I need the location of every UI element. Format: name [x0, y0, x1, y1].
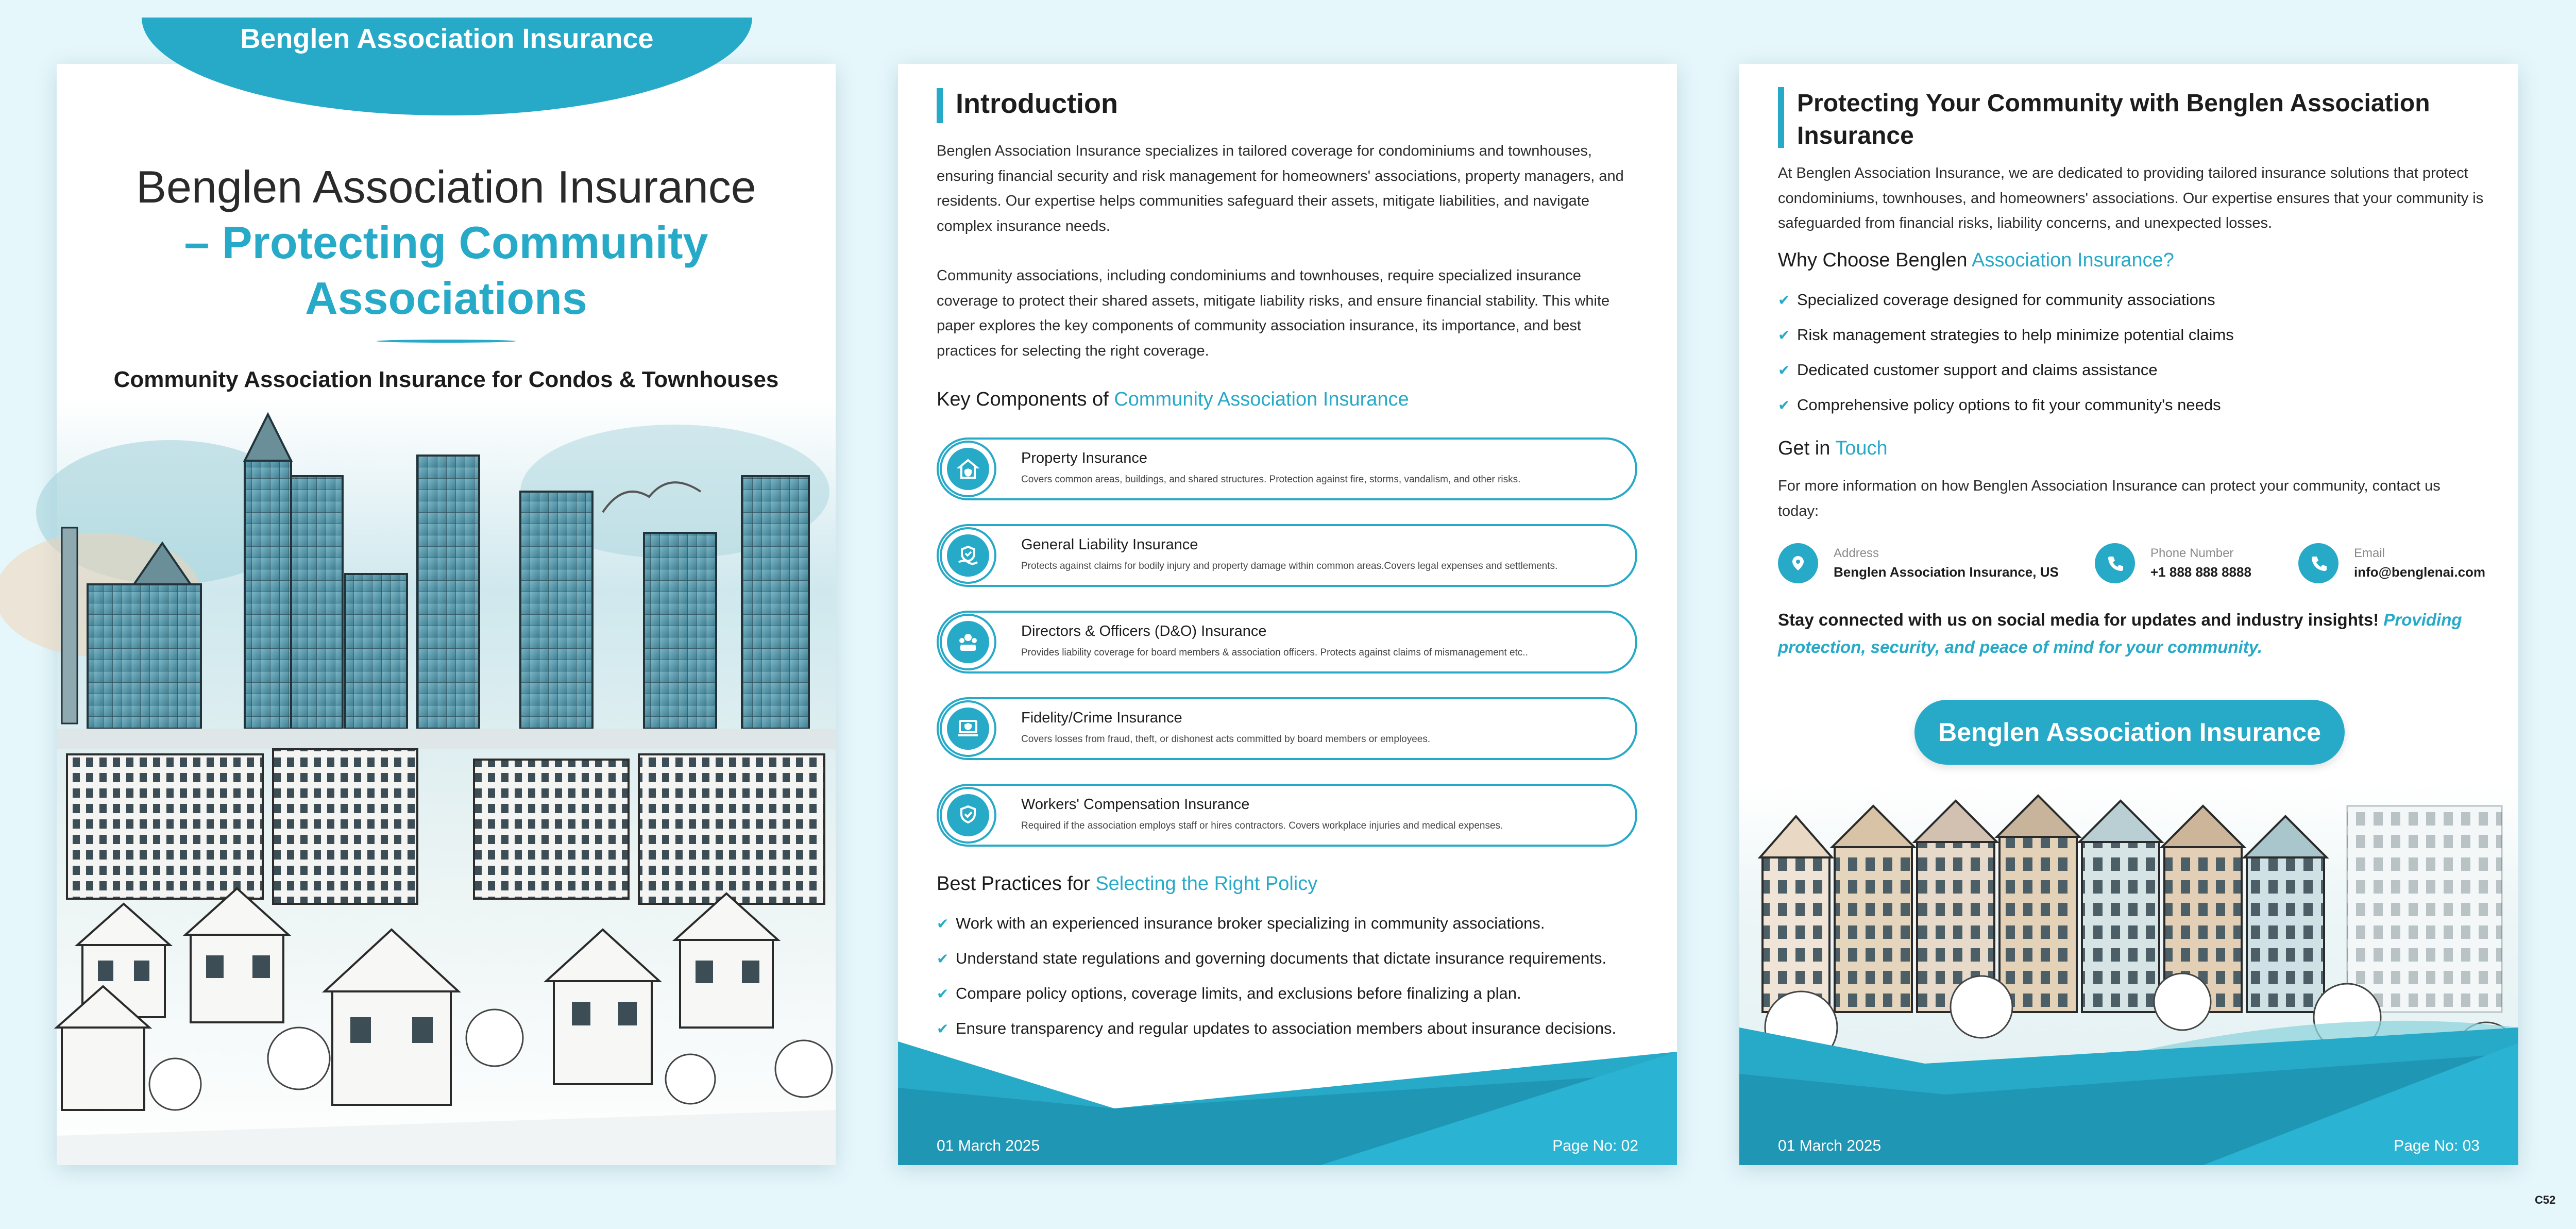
footer-page-number: Page No: 02	[1552, 1137, 1638, 1154]
why-text: Dedicated customer support and claims assistance	[1797, 361, 2158, 379]
why-choose-list	[1778, 291, 2489, 431]
introduction-page	[898, 64, 1677, 1165]
component-fidelity-crime	[937, 697, 1637, 760]
component-title: Property Insurance	[1021, 450, 1148, 466]
introduction-paragraph-2: Community associations, including condominiums and townhouses, require specialized insurance coverage to protect their shared assets, mitigate liability risks, and ensure financial stability. This white paper explores the key components of community association insurance, its importance, and best practices for selecting the right coverage.	[937, 267, 1610, 359]
cover-divider	[377, 340, 516, 343]
house-shield-icon	[940, 441, 996, 497]
get-in-touch-text: For more information on how Benglen Association Insurance can protect your community, contact us today:	[1778, 478, 2441, 519]
why-choose-heading-text: Why Choose Benglen	[1778, 249, 1968, 271]
check-icon: ✔	[1778, 327, 1790, 343]
stay-connected-accent: Providing protection, security, and peace of mind for your community.	[1778, 610, 2462, 656]
component-title: Workers' Compensation Insurance	[1021, 796, 1250, 813]
check-icon: ✔	[1778, 362, 1790, 378]
introduction-paragraph-1: Benglen Association Insurance specializes in tailored coverage for condominiums and townhouses, ensuring financial security and risk management for homeowners' associations, property managers, and residents. Our expertise helps communities safeguard their assets, mitigate liabilities, and navigate complex insurance needs.	[937, 143, 1624, 234]
why-text: Risk management strategies to help minimize potential claims	[1797, 326, 2234, 344]
cover-banner-text: Benglen Association Insurance	[240, 23, 654, 54]
components-heading-text: Key Components of	[937, 389, 1109, 410]
contact-value: Benglen Association Insurance, US	[1834, 564, 2059, 580]
component-title: Directors & Officers (D&O) Insurance	[1021, 623, 1267, 639]
introduction-title: Introduction	[956, 88, 1118, 119]
city-skyline-illustration	[57, 399, 836, 1165]
cover-subtitle: Community Association Insurance for Condos & Townhouses	[113, 367, 779, 392]
introduction-heading-block	[937, 88, 1118, 123]
footer-date: 01 March 2025	[1778, 1137, 1882, 1154]
component-description: Covers common areas, buildings, and shared structures. Protection against fire, storms, vandalism, and other risks.	[1021, 474, 1521, 485]
component-title: Fidelity/Crime Insurance	[1021, 710, 1182, 726]
contact-value[interactable]: info@benglenai.com	[2354, 564, 2486, 580]
benglen-cta-button[interactable]: Benglen Association Insurance	[1914, 700, 2345, 765]
practices-heading	[937, 873, 1317, 895]
phone-icon	[2298, 543, 2338, 583]
practice-item	[937, 914, 1648, 949]
footer-page-number: Page No: 03	[2394, 1137, 2480, 1154]
practices-heading-text: Best Practices for	[937, 873, 1090, 895]
component-directors-officers	[937, 611, 1637, 674]
practice-item	[937, 984, 1648, 1019]
check-icon: ✔	[937, 1021, 949, 1037]
board-members-icon	[940, 614, 996, 670]
protecting-intro: At Benglen Association Insurance, we are dedicated to providing tailored insurance solutions that protect condominiums, townhouses, and homeowners' associations. Our expertise ensures that your community is safeguarded from financial risks, liability concerns, and unexpected losses.	[1778, 165, 2484, 231]
cover-banner	[142, 18, 752, 115]
why-choose-heading	[1778, 249, 2174, 272]
why-text: Specialized coverage designed for community associations	[1797, 291, 2215, 309]
component-title: General Liability Insurance	[1021, 536, 1198, 553]
heading-accent-bar	[1778, 87, 1784, 148]
contact-email	[2298, 543, 2485, 583]
check-icon: ✔	[1778, 292, 1790, 308]
component-workers-compensation	[937, 784, 1637, 847]
get-in-touch-heading	[1778, 437, 1888, 460]
contact-phone	[2095, 543, 2251, 583]
practice-text: Understand state regulations and governing documents that dictate insurance requirements.	[956, 949, 1607, 967]
why-item	[1778, 291, 2489, 326]
cover-title	[88, 159, 805, 326]
worker-shield-icon	[940, 787, 996, 844]
townhouse-street-illustration	[1739, 785, 2518, 1165]
components-heading-accent: Community Association Insurance	[1114, 389, 1409, 410]
check-icon: ✔	[937, 916, 949, 932]
cover-title-accent: – Protecting Community Associations	[184, 217, 708, 324]
cover-title-main: Benglen Association Insurance	[136, 161, 756, 212]
check-icon: ✔	[1778, 397, 1790, 413]
components-list	[937, 437, 1637, 870]
heading-accent-bar	[937, 88, 943, 123]
practices-list	[937, 914, 1648, 1054]
contact-label: Email	[2354, 546, 2385, 560]
location-pin-icon	[1778, 543, 1818, 583]
why-item	[1778, 396, 2489, 431]
protecting-heading-block	[1778, 87, 2489, 152]
practice-item	[937, 949, 1648, 984]
footer-date: 01 March 2025	[937, 1137, 1040, 1154]
stay-connected-main: Stay connected with us on social media for updates and industry insights!	[1778, 610, 2379, 629]
why-item	[1778, 361, 2489, 396]
check-icon: ✔	[937, 986, 949, 1002]
practices-heading-accent: Selecting the Right Policy	[1095, 873, 1318, 895]
practice-text: Compare policy options, coverage limits, and exclusions before finalizing a plan.	[956, 984, 1521, 1002]
component-description: Required if the association employs staff or hires contractors. Covers workplace injuries and medical expenses.	[1021, 820, 1503, 831]
corner-code-label: C52	[2535, 1193, 2556, 1206]
component-property	[937, 437, 1637, 500]
contact-details	[1778, 543, 2499, 590]
components-heading	[937, 389, 1409, 411]
check-icon: ✔	[937, 951, 949, 967]
why-text: Comprehensive policy options to fit your community's needs	[1797, 396, 2221, 414]
contact-value: +1 888 888 8888	[2150, 564, 2251, 580]
practice-text: Ensure transparency and regular updates to association members about insurance decisions.	[956, 1019, 1617, 1037]
cover-page	[57, 23, 836, 1165]
protecting-title: Protecting Your Community with Benglen Association Insurance	[1797, 90, 2430, 149]
component-description: Provides liability coverage for board members & association officers. Protects against claims of mismanagement etc..	[1021, 647, 1528, 658]
contact-page	[1739, 64, 2518, 1165]
why-choose-heading-accent: Association Insurance?	[1972, 249, 2174, 271]
contact-address	[1778, 543, 2059, 583]
stay-connected-text	[1778, 606, 2489, 661]
shield-laptop-icon	[940, 700, 996, 757]
component-general-liability	[937, 524, 1637, 587]
hand-shield-icon	[940, 527, 996, 584]
contact-label: Address	[1834, 546, 1879, 560]
touch-heading-accent: Touch	[1835, 437, 1888, 459]
contact-label: Phone Number	[2150, 546, 2234, 560]
touch-heading-text: Get in	[1778, 437, 1831, 459]
practice-text: Work with an experienced insurance broker specializing in community associations.	[956, 914, 1545, 932]
phone-icon	[2095, 543, 2135, 583]
why-item	[1778, 326, 2489, 361]
component-description: Protects against claims for bodily injury and property damage within common areas.Covers legal expenses and settlements.	[1021, 561, 1558, 571]
component-description: Covers losses from fraud, theft, or dishonest acts committed by board members or employees.	[1021, 734, 1431, 745]
